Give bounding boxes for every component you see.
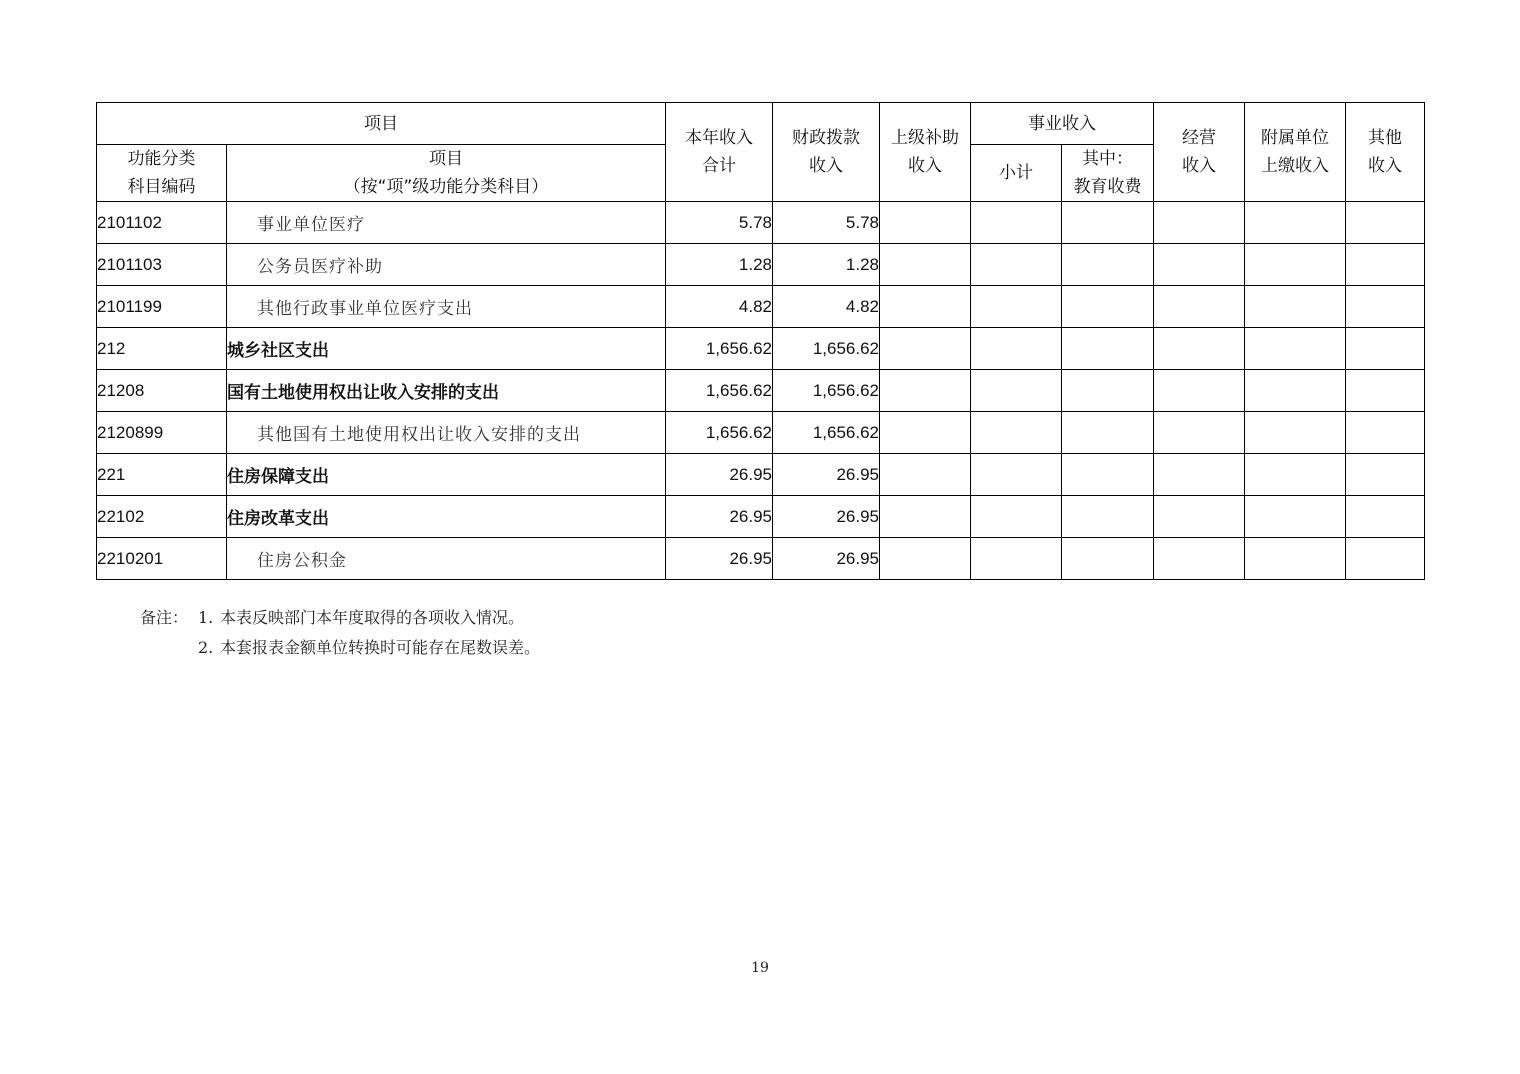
cell-fiscal: 1,656.62	[773, 328, 880, 370]
cell-education	[1062, 244, 1154, 286]
note-text: 本套报表金额单位转换时可能存在尾数误差。	[220, 638, 541, 657]
row-name: 住房保障支出	[227, 454, 666, 496]
cell-affiliate	[1245, 244, 1346, 286]
cell-total: 4.82	[666, 286, 773, 328]
header-operation: 经营 收入	[1154, 103, 1245, 202]
row-name: 国有土地使用权出让收入安排的支出	[227, 370, 666, 412]
cell-total: 5.78	[666, 202, 773, 244]
cell-other	[1346, 286, 1425, 328]
cell-total: 26.95	[666, 454, 773, 496]
cell-other	[1346, 370, 1425, 412]
cell-superior	[880, 244, 971, 286]
cell-affiliate	[1245, 496, 1346, 538]
cell-affiliate	[1245, 412, 1346, 454]
table-row	[97, 454, 1425, 496]
header-education: 其中： 教育收费	[1062, 145, 1154, 202]
table-row	[97, 370, 1425, 412]
cell-subtotal	[971, 202, 1062, 244]
cell-subtotal	[971, 538, 1062, 580]
note-row-2	[140, 633, 540, 663]
row-code: 2101199	[97, 286, 227, 328]
header-superior: 上级补助 收入	[880, 103, 971, 202]
cell-affiliate	[1245, 454, 1346, 496]
header-other: 其他 收入	[1346, 103, 1425, 202]
cell-other	[1346, 496, 1425, 538]
row-code: 2120899	[97, 412, 227, 454]
cell-operation	[1154, 412, 1245, 454]
row-code: 221	[97, 454, 227, 496]
cell-operation	[1154, 202, 1245, 244]
cell-fiscal: 1,656.62	[773, 412, 880, 454]
cell-education	[1062, 412, 1154, 454]
cell-superior	[880, 370, 971, 412]
cell-superior	[880, 412, 971, 454]
cell-fiscal: 4.82	[773, 286, 880, 328]
cell-other	[1346, 244, 1425, 286]
cell-subtotal	[971, 286, 1062, 328]
cell-education	[1062, 286, 1154, 328]
header-total: 本年收入 合计	[666, 103, 773, 202]
cell-operation	[1154, 538, 1245, 580]
cell-operation	[1154, 496, 1245, 538]
table-row	[97, 328, 1425, 370]
header-fiscal: 财政拨款 收入	[773, 103, 880, 202]
cell-total: 1.28	[666, 244, 773, 286]
table-row	[97, 244, 1425, 286]
cell-subtotal	[971, 328, 1062, 370]
cell-affiliate	[1245, 286, 1346, 328]
cell-other	[1346, 202, 1425, 244]
notes-label: 备注：	[140, 608, 189, 627]
cell-affiliate	[1245, 538, 1346, 580]
cell-superior	[880, 202, 971, 244]
table-body	[97, 202, 1425, 580]
table-row	[97, 202, 1425, 244]
table-row	[97, 538, 1425, 580]
header-project-group: 项目	[97, 103, 666, 145]
cell-education	[1062, 370, 1154, 412]
cell-superior	[880, 538, 971, 580]
note-number: 2.	[198, 638, 214, 657]
cell-operation	[1154, 454, 1245, 496]
cell-fiscal: 26.95	[773, 454, 880, 496]
header-subtotal: 小计	[971, 145, 1062, 202]
cell-fiscal: 5.78	[773, 202, 880, 244]
cell-subtotal	[971, 370, 1062, 412]
cell-education	[1062, 496, 1154, 538]
cell-other	[1346, 412, 1425, 454]
cell-other	[1346, 538, 1425, 580]
cell-total: 26.95	[666, 538, 773, 580]
row-code: 2101103	[97, 244, 227, 286]
cell-superior	[880, 496, 971, 538]
income-table-container	[96, 102, 1424, 580]
income-table	[96, 102, 1425, 580]
page-number: 19	[751, 960, 769, 976]
header-name: 项目 （按“项”级功能分类科目）	[227, 145, 666, 202]
note-number: 1.	[198, 608, 214, 627]
cell-subtotal	[971, 412, 1062, 454]
cell-superior	[880, 454, 971, 496]
cell-total: 26.95	[666, 496, 773, 538]
cell-operation	[1154, 370, 1245, 412]
cell-superior	[880, 328, 971, 370]
row-name: 其他行政事业单位医疗支出	[227, 286, 666, 328]
cell-other	[1346, 454, 1425, 496]
cell-total: 1,656.62	[666, 412, 773, 454]
cell-fiscal: 1,656.62	[773, 370, 880, 412]
cell-operation	[1154, 286, 1245, 328]
cell-affiliate	[1245, 328, 1346, 370]
cell-subtotal	[971, 454, 1062, 496]
cell-superior	[880, 286, 971, 328]
cell-operation	[1154, 244, 1245, 286]
cell-education	[1062, 328, 1154, 370]
header-business-group: 事业收入	[971, 103, 1154, 145]
row-name: 事业单位医疗	[227, 202, 666, 244]
row-code: 21208	[97, 370, 227, 412]
cell-subtotal	[971, 244, 1062, 286]
cell-total: 1,656.62	[666, 328, 773, 370]
row-code: 22102	[97, 496, 227, 538]
cell-fiscal: 26.95	[773, 496, 880, 538]
notes	[140, 603, 540, 663]
table-row	[97, 496, 1425, 538]
note-text: 本表反映部门本年度取得的各项收入情况。	[220, 608, 525, 627]
note-row-1	[140, 603, 540, 633]
row-code: 212	[97, 328, 227, 370]
cell-fiscal: 1.28	[773, 244, 880, 286]
header-affiliate: 附属单位 上缴收入	[1245, 103, 1346, 202]
row-name: 城乡社区支出	[227, 328, 666, 370]
cell-fiscal: 26.95	[773, 538, 880, 580]
row-name: 公务员医疗补助	[227, 244, 666, 286]
header-code: 功能分类 科目编码	[97, 145, 227, 202]
row-code: 2101102	[97, 202, 227, 244]
cell-education	[1062, 454, 1154, 496]
row-name: 住房公积金	[227, 538, 666, 580]
table-row	[97, 412, 1425, 454]
cell-education	[1062, 538, 1154, 580]
table-row	[97, 286, 1425, 328]
cell-affiliate	[1245, 370, 1346, 412]
cell-operation	[1154, 328, 1245, 370]
row-code: 2210201	[97, 538, 227, 580]
cell-subtotal	[971, 496, 1062, 538]
row-name: 其他国有土地使用权出让收入安排的支出	[227, 412, 666, 454]
cell-education	[1062, 202, 1154, 244]
cell-other	[1346, 328, 1425, 370]
row-name: 住房改革支出	[227, 496, 666, 538]
cell-affiliate	[1245, 202, 1346, 244]
cell-total: 1,656.62	[666, 370, 773, 412]
